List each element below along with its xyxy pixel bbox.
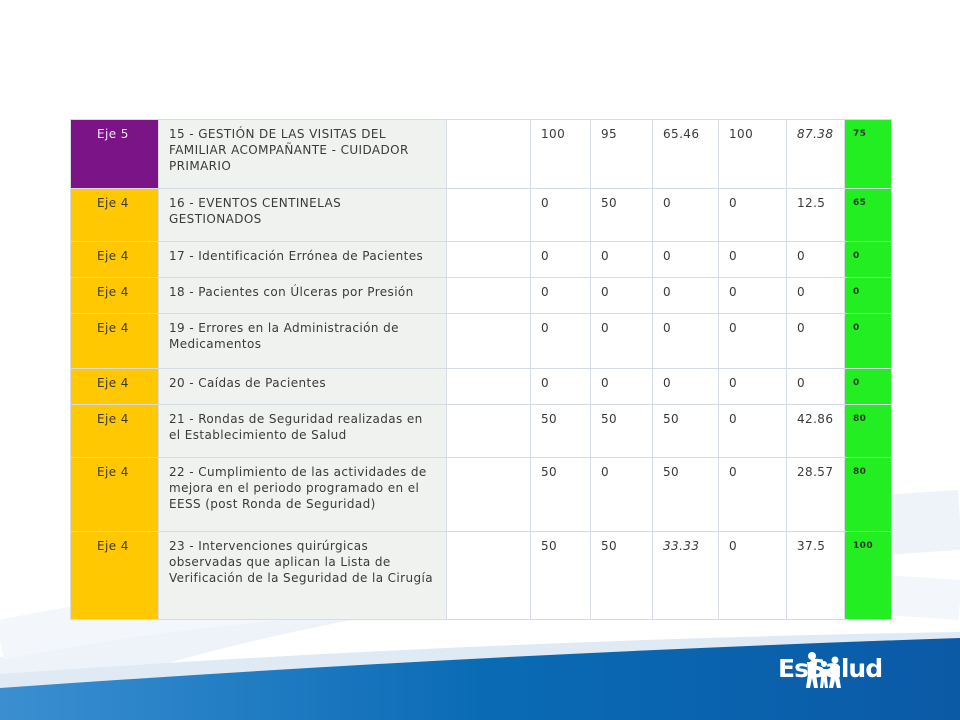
value-cell: 50	[591, 189, 653, 242]
value-cell: 0	[531, 189, 591, 242]
eje-cell: Eje 4	[71, 532, 159, 620]
value-cell: 100	[719, 120, 787, 189]
meta-cell: 0	[845, 314, 892, 369]
result-cell: 0	[787, 242, 845, 278]
value-cell: 0	[719, 278, 787, 314]
value-cell: 0	[591, 458, 653, 532]
result-cell: 28.57	[787, 458, 845, 532]
value-cell: 65.46	[653, 120, 719, 189]
table-row	[71, 369, 892, 405]
value-cell: 0	[531, 369, 591, 405]
value-cell: 0	[653, 314, 719, 369]
value-cell: 0	[591, 369, 653, 405]
blank-cell	[447, 369, 531, 405]
value-cell: 0	[719, 369, 787, 405]
meta-cell: 75	[845, 120, 892, 189]
meta-cell: 100	[845, 532, 892, 620]
table-row	[71, 278, 892, 314]
value-cell: 95	[591, 120, 653, 189]
indicator-table-container	[70, 119, 891, 620]
meta-cell: 80	[845, 458, 892, 532]
table-row	[71, 405, 892, 458]
indicator-name: 19 - Errores en la Administración de Medicamentos	[159, 314, 447, 369]
eje-cell: Eje 4	[71, 278, 159, 314]
result-cell: 12.5	[787, 189, 845, 242]
value-cell: 0	[719, 458, 787, 532]
value-cell: 0	[591, 278, 653, 314]
result-cell: 37.5	[787, 532, 845, 620]
table-row	[71, 314, 892, 369]
indicator-name: 17 - Identificación Errónea de Pacientes	[159, 242, 447, 278]
value-cell: 33.33	[653, 532, 719, 620]
indicator-name: 21 - Rondas de Seguridad realizadas en el Establecimiento de Salud	[159, 405, 447, 458]
value-cell: 100	[531, 120, 591, 189]
blank-cell	[447, 120, 531, 189]
eje-cell: Eje 4	[71, 189, 159, 242]
meta-cell: 65	[845, 189, 892, 242]
table-row	[71, 189, 892, 242]
blank-cell	[447, 458, 531, 532]
indicator-name: 23 - Intervenciones quirúrgicas observadas que aplican la Lista de Verificación de la Seguridad de la Cirugía	[159, 532, 447, 620]
value-cell: 0	[719, 189, 787, 242]
eje-cell: Eje 4	[71, 405, 159, 458]
table-row	[71, 120, 892, 189]
indicator-name: 18 - Pacientes con Úlceras por Presión	[159, 278, 447, 314]
value-cell: 0	[591, 242, 653, 278]
value-cell: 50	[531, 532, 591, 620]
value-cell: 50	[531, 405, 591, 458]
value-cell: 50	[653, 405, 719, 458]
result-cell: 42.86	[787, 405, 845, 458]
indicator-name: 15 - GESTIÓN DE LAS VISITAS DEL FAMILIAR ACOMPAÑANTE - CUIDADOR PRIMARIO	[159, 120, 447, 189]
eje-cell: Eje 4	[71, 314, 159, 369]
result-cell: 87.38	[787, 120, 845, 189]
meta-cell: 0	[845, 369, 892, 405]
value-cell: 0	[719, 532, 787, 620]
essalud-logo-text: EsSalud	[778, 654, 883, 683]
indicator-table	[70, 119, 892, 620]
blank-cell	[447, 278, 531, 314]
result-cell: 0	[787, 278, 845, 314]
value-cell: 0	[653, 242, 719, 278]
blank-cell	[447, 242, 531, 278]
meta-cell: 80	[845, 405, 892, 458]
blank-cell	[447, 314, 531, 369]
indicator-name: 22 - Cumplimiento de las actividades de mejora en el periodo programado en el EESS (post Ronda de Seguridad)	[159, 458, 447, 532]
blank-cell	[447, 532, 531, 620]
eje-cell: Eje 4	[71, 458, 159, 532]
eje-cell: Eje 5	[71, 120, 159, 189]
value-cell: 0	[531, 242, 591, 278]
meta-cell: 0	[845, 242, 892, 278]
eje-cell: Eje 4	[71, 242, 159, 278]
table-row	[71, 242, 892, 278]
indicator-name: 16 - EVENTOS CENTINELAS GESTIONADOS	[159, 189, 447, 242]
value-cell: 0	[531, 314, 591, 369]
blank-cell	[447, 405, 531, 458]
result-cell: 0	[787, 369, 845, 405]
value-cell: 0	[653, 369, 719, 405]
value-cell: 0	[653, 278, 719, 314]
value-cell: 0	[719, 314, 787, 369]
table-row	[71, 532, 892, 620]
value-cell: 50	[591, 532, 653, 620]
table-row	[71, 458, 892, 532]
value-cell: 0	[719, 242, 787, 278]
indicator-name: 20 - Caídas de Pacientes	[159, 369, 447, 405]
value-cell: 50	[653, 458, 719, 532]
blank-cell	[447, 189, 531, 242]
value-cell: 50	[531, 458, 591, 532]
meta-cell: 0	[845, 278, 892, 314]
result-cell: 0	[787, 314, 845, 369]
value-cell: 0	[531, 278, 591, 314]
eje-cell: Eje 4	[71, 369, 159, 405]
value-cell: 0	[653, 189, 719, 242]
value-cell: 0	[719, 405, 787, 458]
value-cell: 50	[591, 405, 653, 458]
value-cell: 0	[591, 314, 653, 369]
